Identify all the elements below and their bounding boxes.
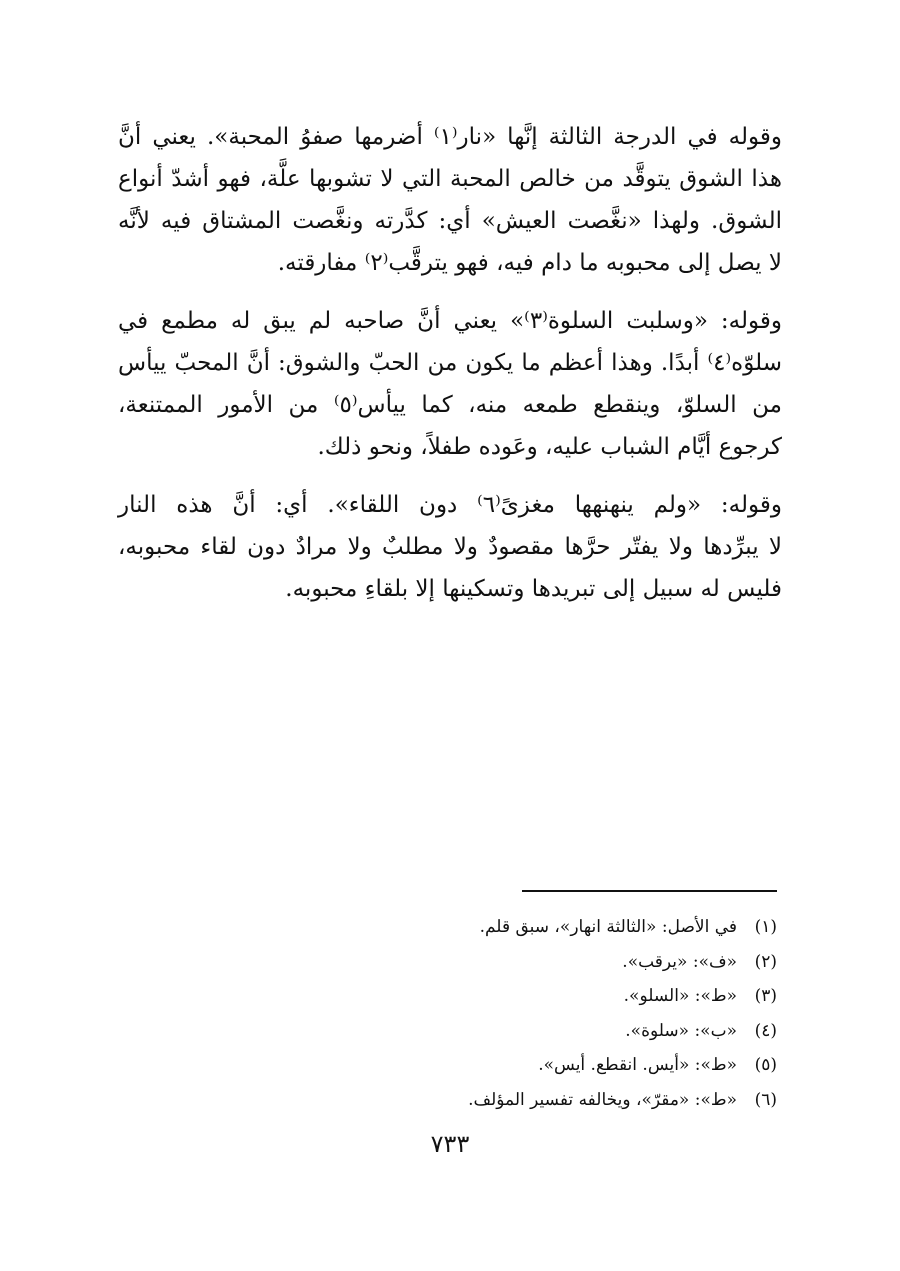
main-text <box>118 116 782 626</box>
footnote-item <box>137 1083 777 1118</box>
text-line: لا يصل إلى محبوبه ما دام فيه، فهو يترقَّب⁽٢⁾ مفارقته. <box>277 250 782 276</box>
text-line: كرجوع أيَّام الشباب عليه، وعَوده طفلاً، ونحو ذلك. <box>317 434 782 460</box>
paragraph-2 <box>118 300 782 468</box>
footnote-number: (٢) <box>754 951 777 972</box>
footnote-item <box>137 945 777 980</box>
footnote-number: (٦) <box>754 1089 777 1110</box>
footnote-item <box>137 910 777 945</box>
text-line: من السلوّ، وينقطع طمعه منه، كما ييأس⁽٥⁾ من الأمور الممتنعة، <box>118 392 782 418</box>
footnote-number: (١) <box>754 917 777 937</box>
footnote-number: (٣) <box>754 986 777 1006</box>
footnote-item <box>137 1014 777 1049</box>
footnote-number: (٥) <box>754 1055 777 1075</box>
text-line: وقوله: «ولم ينهنهها مغزىً⁽٦⁾ دون اللقاء». أي: أنَّ هذه النار <box>118 492 782 518</box>
text-line: الشوق. ولهذا «نغَّصت العيش» أي: كدَّرته ونغَّصت المشتاق فيه لأنَّه <box>118 208 782 234</box>
footnote-item <box>137 1048 777 1083</box>
text-line: وقوله في الدرجة الثالثة إنَّها «نار⁽١⁾ أضرمها صفوُ المحبة». يعني أنَّ <box>118 124 783 150</box>
text-line: وقوله: «وسلبت السلوة⁽٣⁾» يعني أنَّ صاحبه لم يبق له مطمع في <box>118 308 782 334</box>
footnote-text: «ط»: «أيس. انقطع. أيس». <box>538 1055 737 1075</box>
text-line: هذا الشوق يتوقَّد من خالص المحبة التي لا تشوبها علَّة، فهو أشدّ أنواع <box>118 166 782 192</box>
footnote-text: «ف»: «يرقب». <box>622 951 737 972</box>
footnote-text: «ب»: «سلوة». <box>625 1020 737 1041</box>
text-line: لا يبرِّدها ولا يفتّر حرَّها مقصودٌ ولا مطلبٌ ولا مرادٌ دون لقاء محبوبه، <box>118 534 782 560</box>
paragraph-3 <box>118 484 782 610</box>
footnote-item <box>137 979 777 1014</box>
text-line: فليس له سبيل إلى تبريدها وتسكينها إلا بلقاءِ محبوبه. <box>285 576 782 602</box>
page-number: ٧٣٣ <box>430 1130 470 1158</box>
text-line: سلوّه⁽٤⁾ أبدًا. وهذا أعظم ما يكون من الحبّ والشوق: أنَّ المحبّ ييأس <box>118 350 782 376</box>
footnote-text: «ط»: «مقرّ»، ويخالفه تفسير المؤلف. <box>468 1089 737 1110</box>
footnote-text: «ط»: «السلو». <box>623 986 737 1006</box>
footnote-separator <box>522 890 777 892</box>
footnote-number: (٤) <box>754 1020 777 1041</box>
footnotes <box>137 910 777 1117</box>
paragraph-1 <box>118 116 782 284</box>
footnote-text: في الأصل: «الثالثة انهار»، سبق قلم. <box>479 917 737 937</box>
